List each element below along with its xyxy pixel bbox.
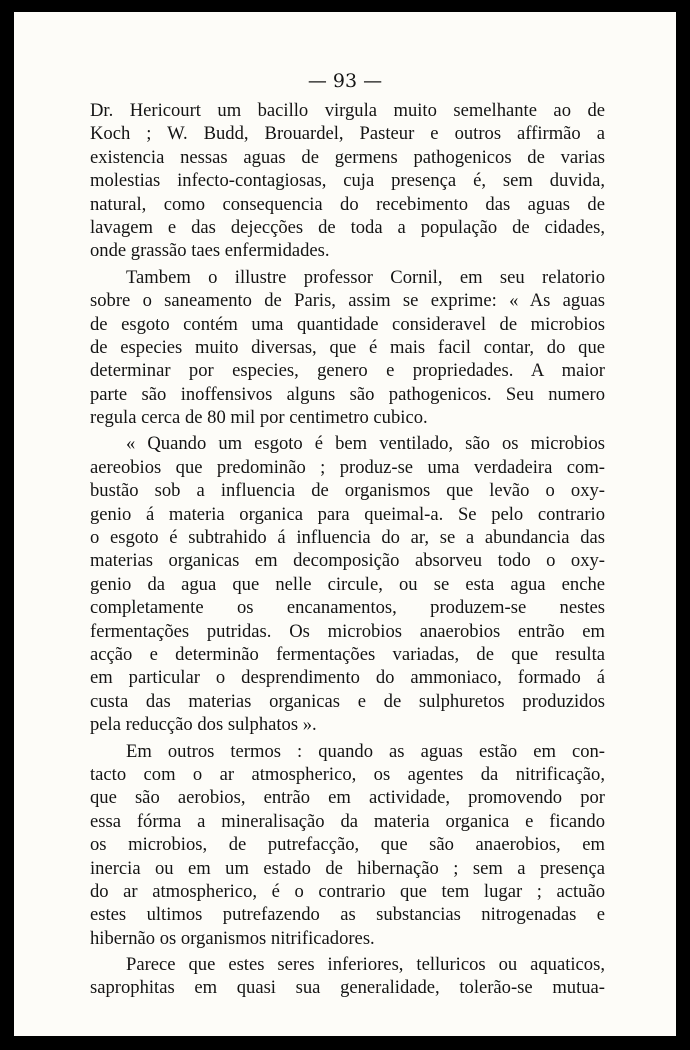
- text-line: Parece que estes seres inferiores, telluricos ou aquaticos,: [126, 954, 605, 976]
- paragraph: [90, 266, 605, 430]
- text-line: sobre o saneamento de Paris, assim se exprime: « As aguas: [90, 290, 605, 312]
- text-line: Dr. Hericourt um bacillo virgula muito semelhante ao de: [90, 100, 605, 121]
- text-line: de esgoto contém uma quantidade consideravel de microbios: [90, 313, 605, 335]
- paragraph: [90, 99, 605, 263]
- text-line: parte são inoffensivos alguns são pathogenicos. Seu numero: [90, 383, 605, 405]
- text-line: custa das materias organicas e de sulphuretos produzidos: [90, 690, 605, 712]
- text-line: aereobios que predominão ; produz-se uma verdadeira com-: [90, 456, 605, 478]
- page-number: — 93 —: [307, 70, 383, 92]
- paragraph: [90, 432, 605, 736]
- text-line: « Quando um esgoto é bem ventilado, são os microbios: [126, 433, 605, 455]
- text-line: regula cerca de 80 mil por centimetro cubico.: [90, 407, 428, 429]
- text-line: Tambem o illustre professor Cornil, em seu relatorio: [126, 266, 605, 288]
- text-line: estes ultimos putrefazendo as substancias nitrogenadas e: [90, 904, 605, 926]
- paragraph: [90, 740, 605, 951]
- text-line: os microbios, de putrefacção, que são anaerobios, em: [90, 834, 605, 856]
- text-line: do ar atmospherico, é o contrario que tem lugar ; actuão: [90, 880, 605, 902]
- text-line: genio á materia organica para queimal-a. Se pelo contrario: [90, 503, 605, 525]
- text-line: Em outros termos : quando as aguas estão em con-: [126, 740, 605, 762]
- text-line: onde grassão taes enfermidades.: [90, 240, 330, 262]
- text-line: o esgoto é subtrahido á influencia do ar, se a abundancia das: [90, 527, 605, 549]
- text-line: essa fórma a mineralisação da materia organica e ficando: [90, 810, 605, 832]
- text-line: materias organicas em decomposição absorveu todo o oxy-: [90, 550, 605, 572]
- text-line: tacto com o ar atmospherico, os agentes da nitrificação,: [90, 763, 605, 785]
- text-line: Koch ; W. Budd, Brouardel, Pasteur e outros affirmão a: [90, 123, 605, 145]
- text-line: que são aerobios, entrão em actividade, promovendo por: [90, 787, 605, 809]
- text-line: acção e determinão fermentações variadas, de que resulta: [90, 643, 605, 665]
- text-line: hibernão os organismos nitrificadores.: [90, 927, 375, 949]
- text-line: bustão sob a influencia de organismos que levão o oxy-: [90, 480, 605, 502]
- text-line: inercia ou em um estado de hibernação ; sem a presença: [90, 857, 605, 879]
- text-line: lavagem e das dejecções de toda a população de cidades,: [90, 216, 605, 238]
- text-line: molestias infecto-contagiosas, cuja presença é, sem duvida,: [90, 170, 605, 192]
- text-line: determinar por especies, genero e propriedades. A maior: [90, 360, 605, 382]
- text-line: de especies muito diversas, que é mais facil contar, do que: [90, 336, 605, 358]
- paragraph: [90, 953, 605, 1000]
- text-line: pela reducção dos sulphatos ».: [90, 714, 317, 736]
- text-line: genio da agua que nelle circule, ou se esta agua enche: [90, 573, 605, 595]
- text-line: natural, como consequencia do recebimento das aguas de: [90, 193, 605, 215]
- book-page: [14, 12, 676, 1036]
- text-line: existencia nessas aguas de germens pathogenicos de varias: [90, 146, 605, 168]
- text-line: completamente os encanamentos, produzem-se nestes: [90, 597, 605, 619]
- body-text: [90, 99, 605, 1000]
- text-line: saprophitas em quasi sua generalidade, tolerão-se mutua-: [90, 977, 605, 999]
- text-line: fermentações putridas. Os microbios anaerobios entrão em: [90, 620, 605, 642]
- text-line: em particular o desprendimento do ammoniaco, formado á: [90, 667, 605, 689]
